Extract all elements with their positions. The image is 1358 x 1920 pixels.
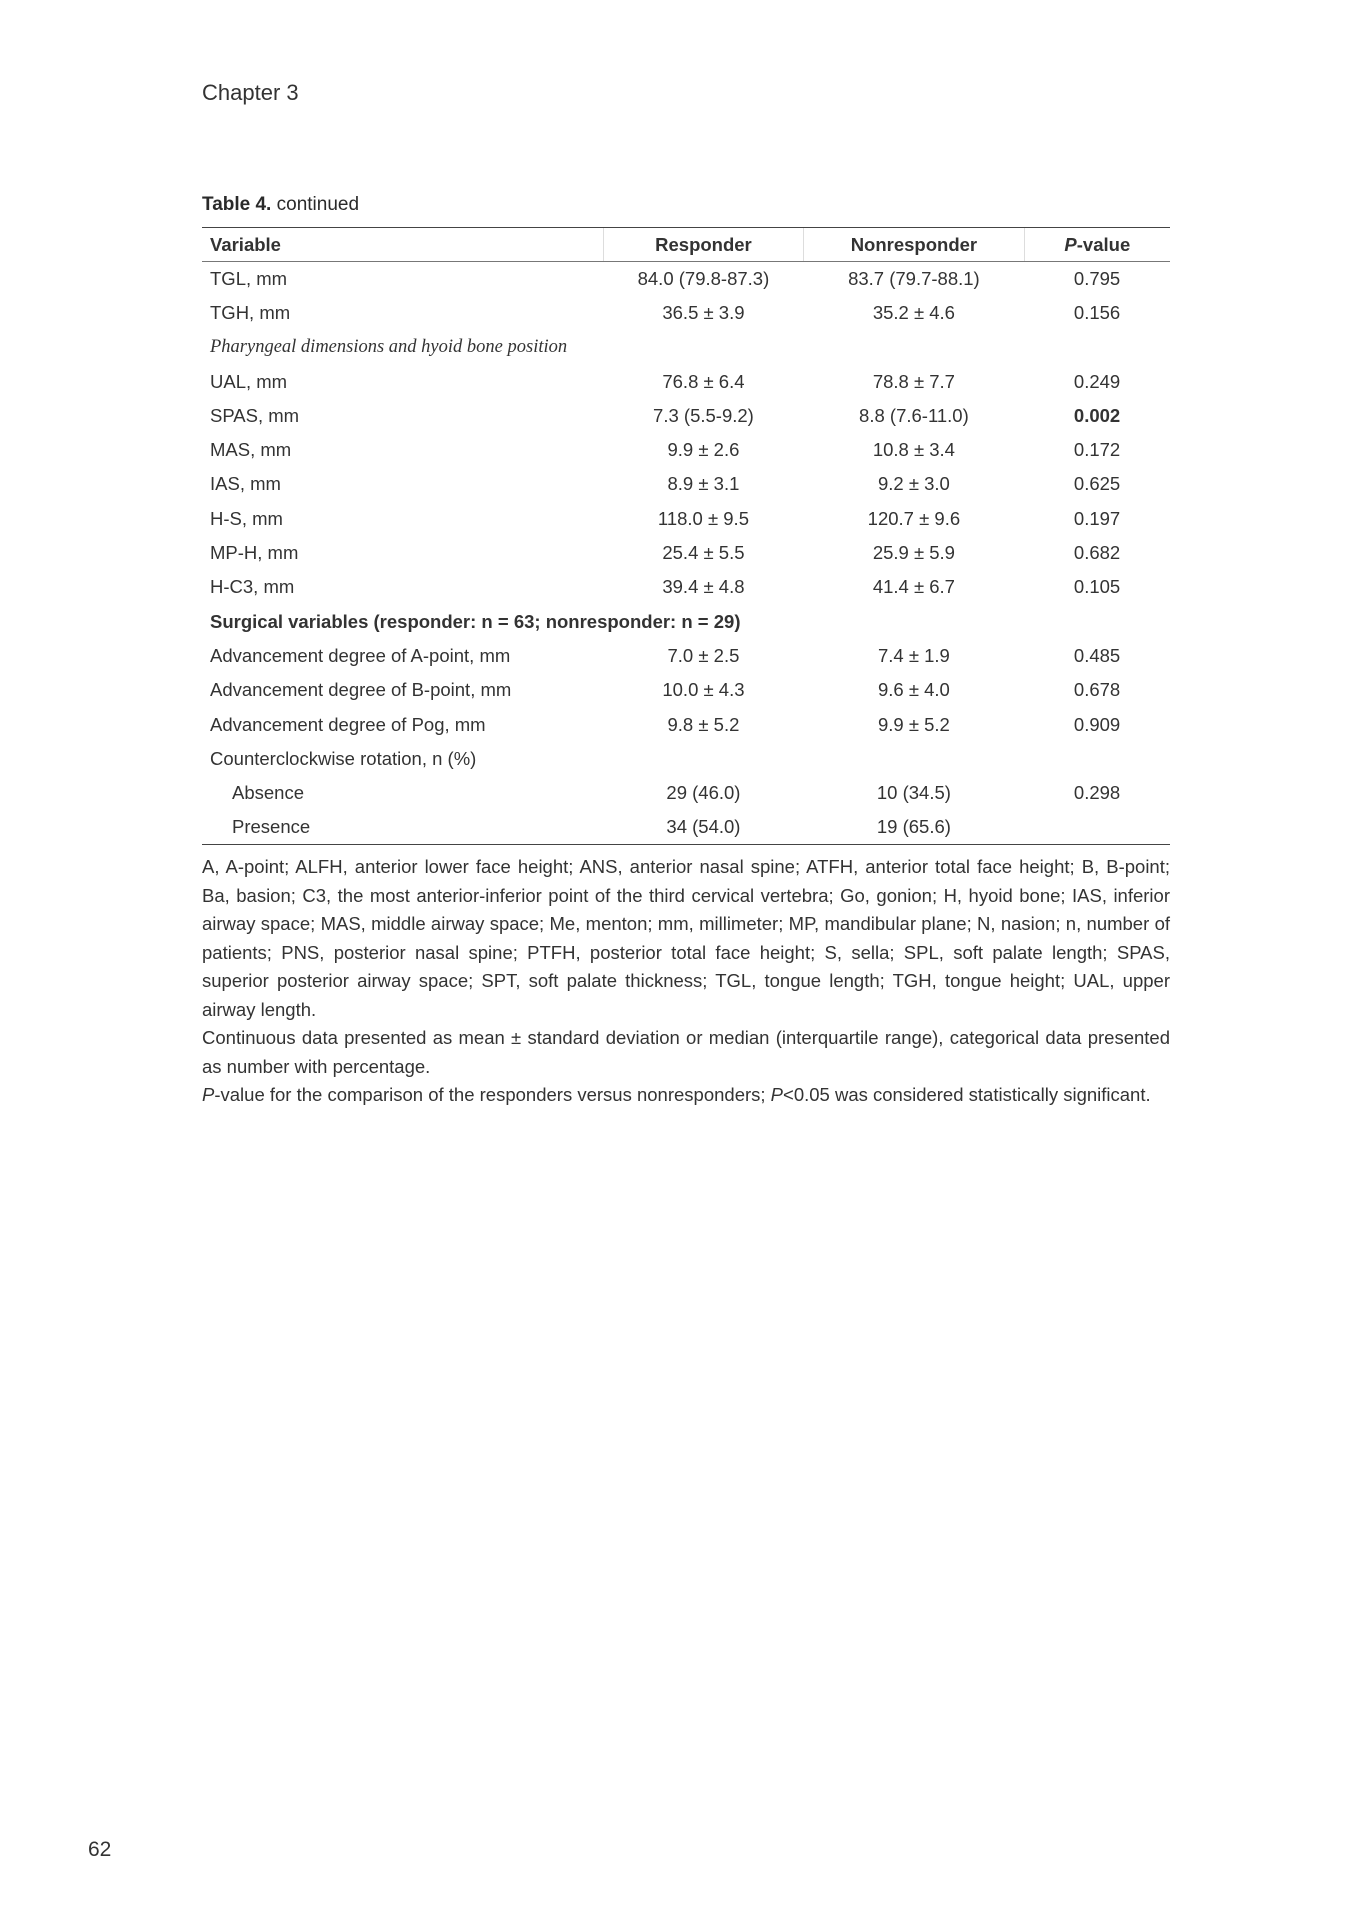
table-notes (202, 853, 1170, 1110)
cell-p-value (1024, 742, 1170, 776)
cell-variable: MAS, mm (210, 439, 292, 461)
cell-responder: 39.4 ± 4.8 (662, 576, 745, 598)
header-nonresponder: Nonresponder (804, 228, 1025, 262)
table-block (202, 193, 1170, 1110)
cell-responder: 118.0 ± 9.5 (657, 507, 749, 529)
cell-variable: MP-H, mm (210, 542, 299, 564)
header-p-rest: -value (1076, 233, 1131, 255)
cell-responder: 7.3 (5.5-9.2) (653, 404, 754, 426)
cell-variable: Absence (232, 782, 304, 804)
cell-responder: 9.9 ± 2.6 (667, 439, 740, 461)
cell-nonresponder: 8.8 (7.6-11.0) (859, 404, 969, 426)
table-body (202, 262, 1170, 845)
table-row (202, 467, 1170, 501)
cell-responder: 10.0 ± 4.3 (662, 679, 745, 701)
cell-responder: 8.9 ± 3.1 (667, 473, 740, 495)
cell-variable: Advancement degree of Pog, mm (210, 713, 486, 735)
table-row (202, 707, 1170, 741)
cell-variable: IAS, mm (210, 473, 281, 495)
cell-p-value: 0.249 (1073, 370, 1121, 392)
cell-responder: 9.8 ± 5.2 (667, 713, 740, 735)
cell-variable: H-S, mm (210, 507, 283, 529)
cell-nonresponder: 19 (65.6) (804, 810, 1025, 844)
table-row (202, 536, 1170, 570)
running-head: Chapter 3 (202, 80, 299, 105)
cell-p-value: 0.909 (1073, 713, 1121, 735)
page-number: 62 (88, 1838, 112, 1861)
cell-p-value: 0.795 (1073, 267, 1121, 289)
header-p-value (1024, 228, 1170, 262)
table-row (202, 296, 1170, 330)
cell-nonresponder: 10 (34.5) (876, 782, 951, 804)
header-variable: Variable (202, 228, 603, 262)
note-p-italic-2: P (770, 1084, 784, 1106)
section-label: Surgical variables (responder: n = 63; nonresponder: n = 29) (210, 610, 741, 632)
note-p-text-1: -value for the comparison of the responders versus nonresponders; (214, 1084, 771, 1106)
table-row (202, 570, 1170, 604)
cell-responder: 36.5 ± 3.9 (662, 301, 745, 323)
cell-variable: Counterclockwise rotation, n (%) (210, 747, 477, 769)
note-continuous-data: Continuous data presented as mean ± standard deviation or median (interquartile range), categorical data presented as number with percentage. (202, 1027, 1170, 1077)
table-row (202, 810, 1170, 844)
table-header-row (202, 228, 1170, 262)
cell-variable: TGL, mm (210, 267, 288, 289)
cell-p-value: 0.678 (1073, 679, 1121, 701)
cell-nonresponder (804, 742, 1025, 776)
cell-nonresponder: 120.7 ± 9.6 (867, 507, 961, 529)
table-caption (202, 193, 1170, 217)
table-row (202, 364, 1170, 398)
cell-nonresponder: 25.9 ± 5.9 (872, 542, 955, 564)
table-row (202, 433, 1170, 467)
table-row (202, 673, 1170, 707)
cell-p-value: 0.682 (1073, 542, 1121, 564)
cell-responder (603, 742, 803, 776)
cell-nonresponder: 83.7 (79.7-88.1) (848, 267, 980, 289)
table-row (202, 742, 1170, 776)
cell-variable: SPAS, mm (210, 404, 300, 426)
cell-nonresponder: 9.2 ± 3.0 (877, 473, 950, 495)
cell-p-value: 0.298 (1073, 782, 1121, 804)
header-p-italic: P (1064, 233, 1077, 255)
cell-responder: 34 (54.0) (603, 810, 803, 844)
cell-p-value: 0.105 (1073, 576, 1121, 598)
cell-nonresponder: 9.9 ± 5.2 (877, 713, 950, 735)
table-row (202, 399, 1170, 433)
cell-responder: 84.0 (79.8-87.3) (637, 267, 770, 289)
cell-nonresponder: 41.4 ± 6.7 (872, 576, 955, 598)
cell-nonresponder: 10.8 ± 3.4 (872, 439, 955, 461)
note-abbreviations: A, A-point; ALFH, anterior lower face height; ANS, anterior nasal spine; ATFH, anterior total face height; B, B-point; Ba, basion; C3, the most anterior-inferior point of the third cervical vertebra; Go, gonion; H, hyoid bone; IAS, inferior airway space; MAS, middle airway space; Me, menton; mm, millimeter; MP, mandibular plane; N, nasion; n, number of patients; PNS, posterior nasal spine; PTFH, posterior total face height; S, sella; SPL, soft palate length; SPAS, superior posterior airway space; SPT, soft palate thickness; TGL, tongue length; TGH, tongue height; UAL, upper airway length. (202, 856, 1170, 1020)
cell-p-value: 0.625 (1073, 473, 1121, 495)
cell-nonresponder: 7.4 ± 1.9 (877, 644, 950, 666)
table-caption-label: Table 4. (202, 194, 272, 215)
cell-p-value: 0.485 (1073, 644, 1121, 666)
cell-nonresponder: 35.2 ± 4.6 (872, 301, 955, 323)
cell-variable: Advancement degree of A-point, mm (210, 644, 511, 666)
table-caption-text: continued (271, 194, 360, 215)
cell-p-value: 0.002 (1073, 404, 1121, 426)
table-row (202, 639, 1170, 673)
cell-p-value: 0.156 (1073, 301, 1121, 323)
cell-responder: 76.8 ± 6.4 (662, 370, 745, 392)
cell-variable: H-C3, mm (210, 576, 295, 598)
cell-variable: Presence (202, 810, 603, 844)
data-table (202, 227, 1170, 845)
cell-variable: UAL, mm (210, 370, 288, 392)
cell-variable: TGH, mm (210, 301, 291, 323)
table-section-row (202, 604, 1170, 638)
cell-p-value (1024, 810, 1170, 844)
note-p-value (202, 1081, 1170, 1110)
cell-nonresponder: 9.6 ± 4.0 (877, 679, 950, 701)
header-responder: Responder (603, 228, 803, 262)
section-label: Pharyngeal dimensions and hyoid bone position (210, 336, 568, 357)
cell-responder: 7.0 ± 2.5 (667, 644, 740, 666)
cell-responder: 25.4 ± 5.5 (662, 542, 745, 564)
cell-nonresponder: 78.8 ± 7.7 (872, 370, 955, 392)
note-p-text-2: <0.05 was considered statistically significant. (783, 1084, 1151, 1106)
table-row (202, 262, 1170, 296)
note-p-italic-1: P (202, 1084, 215, 1106)
cell-p-value: 0.197 (1073, 507, 1121, 529)
cell-responder: 29 (46.0) (666, 782, 741, 804)
cell-p-value: 0.172 (1073, 439, 1121, 461)
cell-variable: Advancement degree of B-point, mm (210, 679, 512, 701)
table-row (202, 776, 1170, 810)
table-section-row (202, 330, 1170, 364)
table-row (202, 502, 1170, 536)
